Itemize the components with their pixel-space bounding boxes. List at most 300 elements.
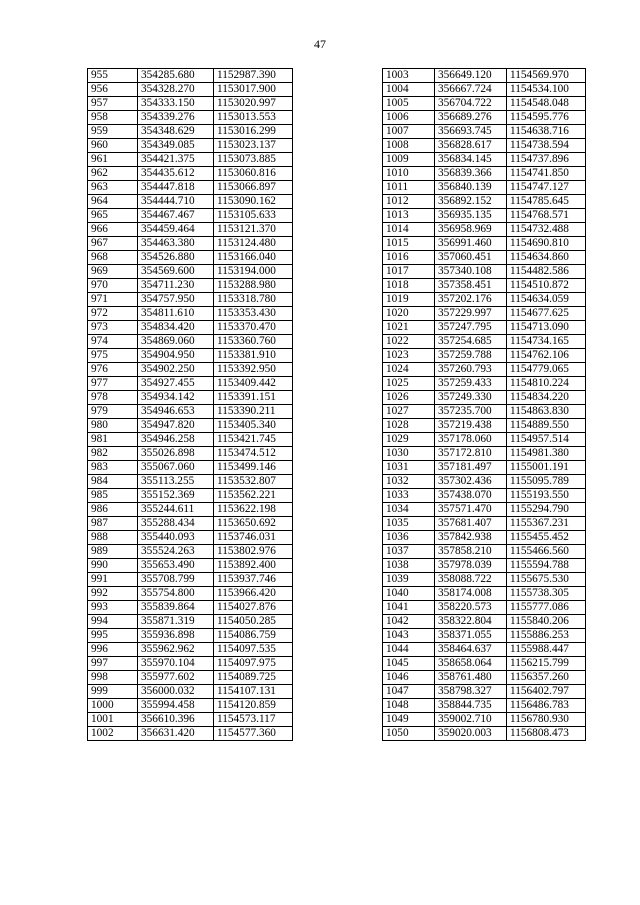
point-number-cell: 1028 xyxy=(383,419,435,433)
table-row xyxy=(383,615,586,629)
table-row xyxy=(383,391,586,405)
y-coordinate-cell: 1154595.776 xyxy=(507,111,586,125)
point-number-cell: 1036 xyxy=(383,531,435,545)
point-number-cell: 1038 xyxy=(383,559,435,573)
table-row xyxy=(383,223,586,237)
table-row xyxy=(88,713,293,727)
page-number: 47 xyxy=(314,37,326,51)
x-coordinate-cell: 356631.420 xyxy=(138,727,214,741)
table-row xyxy=(88,279,293,293)
y-coordinate-cell: 1154089.725 xyxy=(214,671,293,685)
x-coordinate-cell: 357302.436 xyxy=(435,475,507,489)
y-coordinate-cell: 1154120.859 xyxy=(214,699,293,713)
y-coordinate-cell: 1153381.910 xyxy=(214,349,293,363)
table-row xyxy=(88,349,293,363)
table-row xyxy=(88,153,293,167)
table-row xyxy=(88,587,293,601)
table-row xyxy=(383,209,586,223)
coordinates-table-right xyxy=(382,68,586,741)
x-coordinate-cell: 357202.176 xyxy=(435,293,507,307)
y-coordinate-cell: 1154569.970 xyxy=(507,69,586,83)
point-number-cell: 973 xyxy=(88,321,138,335)
x-coordinate-cell: 358844.735 xyxy=(435,699,507,713)
x-coordinate-cell: 357235.700 xyxy=(435,405,507,419)
x-coordinate-cell: 357681.407 xyxy=(435,517,507,531)
y-coordinate-cell: 1154863.830 xyxy=(507,405,586,419)
table-row xyxy=(88,531,293,545)
point-number-cell: 1003 xyxy=(383,69,435,83)
point-number-cell: 1001 xyxy=(88,713,138,727)
table-row xyxy=(88,629,293,643)
y-coordinate-cell: 1153194.000 xyxy=(214,265,293,279)
point-number-cell: 983 xyxy=(88,461,138,475)
y-coordinate-cell: 1154762.106 xyxy=(507,349,586,363)
x-coordinate-cell: 358798.327 xyxy=(435,685,507,699)
table-row xyxy=(383,97,586,111)
x-coordinate-cell: 354459.464 xyxy=(138,223,214,237)
point-number-cell: 969 xyxy=(88,265,138,279)
x-coordinate-cell: 355871.319 xyxy=(138,615,214,629)
y-coordinate-cell: 1154548.048 xyxy=(507,97,586,111)
x-coordinate-cell: 357260.793 xyxy=(435,363,507,377)
table-row xyxy=(383,419,586,433)
table-row xyxy=(383,153,586,167)
y-coordinate-cell: 1156808.473 xyxy=(507,727,586,741)
point-number-cell: 1005 xyxy=(383,97,435,111)
y-coordinate-cell: 1153390.211 xyxy=(214,405,293,419)
point-number-cell: 979 xyxy=(88,405,138,419)
point-number-cell: 987 xyxy=(88,517,138,531)
point-number-cell: 991 xyxy=(88,573,138,587)
y-coordinate-cell: 1153409.442 xyxy=(214,377,293,391)
y-coordinate-cell: 1155594.788 xyxy=(507,559,586,573)
y-coordinate-cell: 1154889.550 xyxy=(507,419,586,433)
point-number-cell: 1033 xyxy=(383,489,435,503)
x-coordinate-cell: 358088.722 xyxy=(435,573,507,587)
x-coordinate-cell: 355288.434 xyxy=(138,517,214,531)
table-row xyxy=(383,727,586,741)
point-number-cell: 1024 xyxy=(383,363,435,377)
x-coordinate-cell: 354811.610 xyxy=(138,307,214,321)
x-coordinate-cell: 356839.366 xyxy=(435,167,507,181)
y-coordinate-cell: 1153060.816 xyxy=(214,167,293,181)
y-coordinate-cell: 1154738.594 xyxy=(507,139,586,153)
y-coordinate-cell: 1154732.488 xyxy=(507,223,586,237)
x-coordinate-cell: 357340.108 xyxy=(435,265,507,279)
y-coordinate-cell: 1154097.975 xyxy=(214,657,293,671)
y-coordinate-cell: 1155777.086 xyxy=(507,601,586,615)
table-row xyxy=(88,69,293,83)
table-row xyxy=(383,335,586,349)
x-coordinate-cell: 356693.745 xyxy=(435,125,507,139)
x-coordinate-cell: 357358.451 xyxy=(435,279,507,293)
point-number-cell: 981 xyxy=(88,433,138,447)
x-coordinate-cell: 359002.710 xyxy=(435,713,507,727)
y-coordinate-cell: 1154097.535 xyxy=(214,643,293,657)
y-coordinate-cell: 1155988.447 xyxy=(507,643,586,657)
table-row xyxy=(383,125,586,139)
table-row xyxy=(383,237,586,251)
point-number-cell: 1037 xyxy=(383,545,435,559)
table-row xyxy=(88,125,293,139)
point-number-cell: 992 xyxy=(88,587,138,601)
table-row xyxy=(383,489,586,503)
point-number-cell: 975 xyxy=(88,349,138,363)
table-row xyxy=(88,573,293,587)
table-row xyxy=(88,167,293,181)
point-number-cell: 1050 xyxy=(383,727,435,741)
y-coordinate-cell: 1153370.470 xyxy=(214,321,293,335)
x-coordinate-cell: 355653.490 xyxy=(138,559,214,573)
x-coordinate-cell: 358322.804 xyxy=(435,615,507,629)
point-number-cell: 965 xyxy=(88,209,138,223)
y-coordinate-cell: 1154027.876 xyxy=(214,601,293,615)
y-coordinate-cell: 1154482.586 xyxy=(507,265,586,279)
x-coordinate-cell: 355962.962 xyxy=(138,643,214,657)
y-coordinate-cell: 1154834.220 xyxy=(507,391,586,405)
y-coordinate-cell: 1155095.789 xyxy=(507,475,586,489)
x-coordinate-cell: 357259.788 xyxy=(435,349,507,363)
x-coordinate-cell: 359020.003 xyxy=(435,727,507,741)
y-coordinate-cell: 1153121.370 xyxy=(214,223,293,237)
x-coordinate-cell: 356840.139 xyxy=(435,181,507,195)
point-number-cell: 980 xyxy=(88,419,138,433)
y-coordinate-cell: 1154810.224 xyxy=(507,377,586,391)
y-coordinate-cell: 1155193.550 xyxy=(507,489,586,503)
point-number-cell: 970 xyxy=(88,279,138,293)
point-number-cell: 1007 xyxy=(383,125,435,139)
table-row xyxy=(88,545,293,559)
table-row xyxy=(88,727,293,741)
point-number-cell: 978 xyxy=(88,391,138,405)
y-coordinate-cell: 1155001.191 xyxy=(507,461,586,475)
x-coordinate-cell: 354463.380 xyxy=(138,237,214,251)
table-row xyxy=(383,83,586,97)
x-coordinate-cell: 356935.135 xyxy=(435,209,507,223)
point-number-cell: 963 xyxy=(88,181,138,195)
y-coordinate-cell: 1152987.390 xyxy=(214,69,293,83)
y-coordinate-cell: 1153746.031 xyxy=(214,531,293,545)
x-coordinate-cell: 357229.997 xyxy=(435,307,507,321)
point-number-cell: 1031 xyxy=(383,461,435,475)
point-number-cell: 977 xyxy=(88,377,138,391)
point-number-cell: 1023 xyxy=(383,349,435,363)
x-coordinate-cell: 357978.039 xyxy=(435,559,507,573)
point-number-cell: 1049 xyxy=(383,713,435,727)
point-number-cell: 1013 xyxy=(383,209,435,223)
x-coordinate-cell: 356991.460 xyxy=(435,237,507,251)
table-row xyxy=(88,559,293,573)
y-coordinate-cell: 1156357.260 xyxy=(507,671,586,685)
table-row xyxy=(88,447,293,461)
table-row xyxy=(88,601,293,615)
table-row xyxy=(383,713,586,727)
y-coordinate-cell: 1153622.198 xyxy=(214,503,293,517)
x-coordinate-cell: 354348.629 xyxy=(138,125,214,139)
y-coordinate-cell: 1154690.810 xyxy=(507,237,586,251)
y-coordinate-cell: 1154050.285 xyxy=(214,615,293,629)
table-row xyxy=(383,195,586,209)
x-coordinate-cell: 354927.455 xyxy=(138,377,214,391)
x-coordinate-cell: 355936.898 xyxy=(138,629,214,643)
x-coordinate-cell: 356610.396 xyxy=(138,713,214,727)
x-coordinate-cell: 358220.573 xyxy=(435,601,507,615)
table-row xyxy=(88,699,293,713)
y-coordinate-cell: 1154086.759 xyxy=(214,629,293,643)
y-coordinate-cell: 1156780.930 xyxy=(507,713,586,727)
table-row xyxy=(383,503,586,517)
y-coordinate-cell: 1153562.221 xyxy=(214,489,293,503)
x-coordinate-cell: 354834.420 xyxy=(138,321,214,335)
point-number-cell: 961 xyxy=(88,153,138,167)
y-coordinate-cell: 1154107.131 xyxy=(214,685,293,699)
point-number-cell: 1046 xyxy=(383,671,435,685)
point-number-cell: 1043 xyxy=(383,629,435,643)
y-coordinate-cell: 1153391.151 xyxy=(214,391,293,405)
table-row xyxy=(383,139,586,153)
x-coordinate-cell: 357172.810 xyxy=(435,447,507,461)
x-coordinate-cell: 355708.799 xyxy=(138,573,214,587)
y-coordinate-cell: 1154957.514 xyxy=(507,433,586,447)
y-coordinate-cell: 1156486.783 xyxy=(507,699,586,713)
x-coordinate-cell: 357060.451 xyxy=(435,251,507,265)
point-number-cell: 1034 xyxy=(383,503,435,517)
point-number-cell: 976 xyxy=(88,363,138,377)
table-row xyxy=(88,223,293,237)
table-row xyxy=(88,307,293,321)
x-coordinate-cell: 356892.152 xyxy=(435,195,507,209)
y-coordinate-cell: 1153013.553 xyxy=(214,111,293,125)
point-number-cell: 982 xyxy=(88,447,138,461)
y-coordinate-cell: 1153016.299 xyxy=(214,125,293,139)
y-coordinate-cell: 1153966.420 xyxy=(214,587,293,601)
table-row xyxy=(88,503,293,517)
x-coordinate-cell: 354333.150 xyxy=(138,97,214,111)
point-number-cell: 1021 xyxy=(383,321,435,335)
point-number-cell: 985 xyxy=(88,489,138,503)
x-coordinate-cell: 354711.230 xyxy=(138,279,214,293)
x-coordinate-cell: 357842.938 xyxy=(435,531,507,545)
x-coordinate-cell: 355440.093 xyxy=(138,531,214,545)
x-coordinate-cell: 354904.950 xyxy=(138,349,214,363)
point-number-cell: 1022 xyxy=(383,335,435,349)
y-coordinate-cell: 1153124.480 xyxy=(214,237,293,251)
y-coordinate-cell: 1153421.745 xyxy=(214,433,293,447)
x-coordinate-cell: 355244.611 xyxy=(138,503,214,517)
y-coordinate-cell: 1154634.860 xyxy=(507,251,586,265)
table-row xyxy=(383,657,586,671)
table-row xyxy=(88,265,293,279)
x-coordinate-cell: 357249.330 xyxy=(435,391,507,405)
table-row xyxy=(88,97,293,111)
point-number-cell: 1047 xyxy=(383,685,435,699)
table-row xyxy=(88,195,293,209)
x-coordinate-cell: 354328.270 xyxy=(138,83,214,97)
x-coordinate-cell: 355152.369 xyxy=(138,489,214,503)
y-coordinate-cell: 1155367.231 xyxy=(507,517,586,531)
y-coordinate-cell: 1155466.560 xyxy=(507,545,586,559)
table-row xyxy=(88,139,293,153)
point-number-cell: 968 xyxy=(88,251,138,265)
table-row xyxy=(383,69,586,83)
table-row xyxy=(383,111,586,125)
x-coordinate-cell: 357178.060 xyxy=(435,433,507,447)
table-row xyxy=(383,461,586,475)
x-coordinate-cell: 356000.032 xyxy=(138,685,214,699)
point-number-cell: 988 xyxy=(88,531,138,545)
table-row xyxy=(383,643,586,657)
y-coordinate-cell: 1154573.117 xyxy=(214,713,293,727)
x-coordinate-cell: 357247.795 xyxy=(435,321,507,335)
x-coordinate-cell: 357181.497 xyxy=(435,461,507,475)
y-coordinate-cell: 1153405.340 xyxy=(214,419,293,433)
point-number-cell: 955 xyxy=(88,69,138,83)
point-number-cell: 1048 xyxy=(383,699,435,713)
x-coordinate-cell: 357571.470 xyxy=(435,503,507,517)
x-coordinate-cell: 354444.710 xyxy=(138,195,214,209)
table-row xyxy=(383,601,586,615)
x-coordinate-cell: 355994.458 xyxy=(138,699,214,713)
point-number-cell: 995 xyxy=(88,629,138,643)
point-number-cell: 957 xyxy=(88,97,138,111)
x-coordinate-cell: 357219.438 xyxy=(435,419,507,433)
table-row xyxy=(88,363,293,377)
x-coordinate-cell: 356689.276 xyxy=(435,111,507,125)
table-row xyxy=(88,111,293,125)
table-row xyxy=(383,279,586,293)
x-coordinate-cell: 358371.055 xyxy=(435,629,507,643)
y-coordinate-cell: 1154779.065 xyxy=(507,363,586,377)
point-number-cell: 960 xyxy=(88,139,138,153)
y-coordinate-cell: 1154747.127 xyxy=(507,181,586,195)
point-number-cell: 997 xyxy=(88,657,138,671)
y-coordinate-cell: 1155886.253 xyxy=(507,629,586,643)
y-coordinate-cell: 1153318.780 xyxy=(214,293,293,307)
table-row xyxy=(88,615,293,629)
point-number-cell: 989 xyxy=(88,545,138,559)
table-row xyxy=(383,517,586,531)
y-coordinate-cell: 1154741.850 xyxy=(507,167,586,181)
point-number-cell: 1025 xyxy=(383,377,435,391)
y-coordinate-cell: 1153499.146 xyxy=(214,461,293,475)
table-row xyxy=(88,181,293,195)
table-row xyxy=(383,685,586,699)
point-number-cell: 1040 xyxy=(383,587,435,601)
table-row xyxy=(383,629,586,643)
point-number-cell: 1017 xyxy=(383,265,435,279)
table-row xyxy=(383,181,586,195)
table-row xyxy=(88,657,293,671)
table-row xyxy=(383,321,586,335)
x-coordinate-cell: 354947.820 xyxy=(138,419,214,433)
point-number-cell: 959 xyxy=(88,125,138,139)
y-coordinate-cell: 1153802.976 xyxy=(214,545,293,559)
point-number-cell: 1000 xyxy=(88,699,138,713)
x-coordinate-cell: 354349.085 xyxy=(138,139,214,153)
y-coordinate-cell: 1153166.040 xyxy=(214,251,293,265)
x-coordinate-cell: 356834.145 xyxy=(435,153,507,167)
x-coordinate-cell: 354467.467 xyxy=(138,209,214,223)
point-number-cell: 964 xyxy=(88,195,138,209)
x-coordinate-cell: 354421.375 xyxy=(138,153,214,167)
point-number-cell: 999 xyxy=(88,685,138,699)
coordinates-table-left xyxy=(87,68,293,741)
x-coordinate-cell: 354339.276 xyxy=(138,111,214,125)
y-coordinate-cell: 1156215.799 xyxy=(507,657,586,671)
point-number-cell: 998 xyxy=(88,671,138,685)
y-coordinate-cell: 1153066.897 xyxy=(214,181,293,195)
y-coordinate-cell: 1154638.716 xyxy=(507,125,586,139)
table-row xyxy=(88,293,293,307)
x-coordinate-cell: 354869.060 xyxy=(138,335,214,349)
point-number-cell: 1015 xyxy=(383,237,435,251)
x-coordinate-cell: 355026.898 xyxy=(138,447,214,461)
table-row xyxy=(383,433,586,447)
table-row xyxy=(88,489,293,503)
point-number-cell: 1004 xyxy=(383,83,435,97)
x-coordinate-cell: 356704.722 xyxy=(435,97,507,111)
y-coordinate-cell: 1154768.571 xyxy=(507,209,586,223)
table-row xyxy=(88,377,293,391)
x-coordinate-cell: 355839.864 xyxy=(138,601,214,615)
y-coordinate-cell: 1154734.165 xyxy=(507,335,586,349)
table-row xyxy=(383,377,586,391)
y-coordinate-cell: 1154510.872 xyxy=(507,279,586,293)
table-row xyxy=(383,573,586,587)
point-number-cell: 1032 xyxy=(383,475,435,489)
y-coordinate-cell: 1155294.790 xyxy=(507,503,586,517)
x-coordinate-cell: 355977.602 xyxy=(138,671,214,685)
y-coordinate-cell: 1153288.980 xyxy=(214,279,293,293)
x-coordinate-cell: 354946.653 xyxy=(138,405,214,419)
table-row xyxy=(383,349,586,363)
y-coordinate-cell: 1154634.059 xyxy=(507,293,586,307)
point-number-cell: 1016 xyxy=(383,251,435,265)
point-number-cell: 1019 xyxy=(383,293,435,307)
table-row xyxy=(383,307,586,321)
y-coordinate-cell: 1153353.430 xyxy=(214,307,293,321)
x-coordinate-cell: 354569.600 xyxy=(138,265,214,279)
y-coordinate-cell: 1153020.997 xyxy=(214,97,293,111)
y-coordinate-cell: 1153023.137 xyxy=(214,139,293,153)
y-coordinate-cell: 1155675.530 xyxy=(507,573,586,587)
table-row xyxy=(383,447,586,461)
x-coordinate-cell: 355067.060 xyxy=(138,461,214,475)
x-coordinate-cell: 357254.685 xyxy=(435,335,507,349)
point-number-cell: 972 xyxy=(88,307,138,321)
table-row xyxy=(383,363,586,377)
x-coordinate-cell: 357438.070 xyxy=(435,489,507,503)
y-coordinate-cell: 1153073.885 xyxy=(214,153,293,167)
point-number-cell: 1027 xyxy=(383,405,435,419)
x-coordinate-cell: 356649.120 xyxy=(435,69,507,83)
x-coordinate-cell: 355524.263 xyxy=(138,545,214,559)
y-coordinate-cell: 1153650.692 xyxy=(214,517,293,531)
point-number-cell: 971 xyxy=(88,293,138,307)
point-number-cell: 994 xyxy=(88,615,138,629)
y-coordinate-cell: 1153532.807 xyxy=(214,475,293,489)
point-number-cell: 1035 xyxy=(383,517,435,531)
table-row xyxy=(88,335,293,349)
table-row xyxy=(88,251,293,265)
point-number-cell: 1039 xyxy=(383,573,435,587)
table-row xyxy=(88,237,293,251)
x-coordinate-cell: 358464.637 xyxy=(435,643,507,657)
table-row xyxy=(88,433,293,447)
y-coordinate-cell: 1155455.452 xyxy=(507,531,586,545)
point-number-cell: 1020 xyxy=(383,307,435,321)
y-coordinate-cell: 1154677.625 xyxy=(507,307,586,321)
